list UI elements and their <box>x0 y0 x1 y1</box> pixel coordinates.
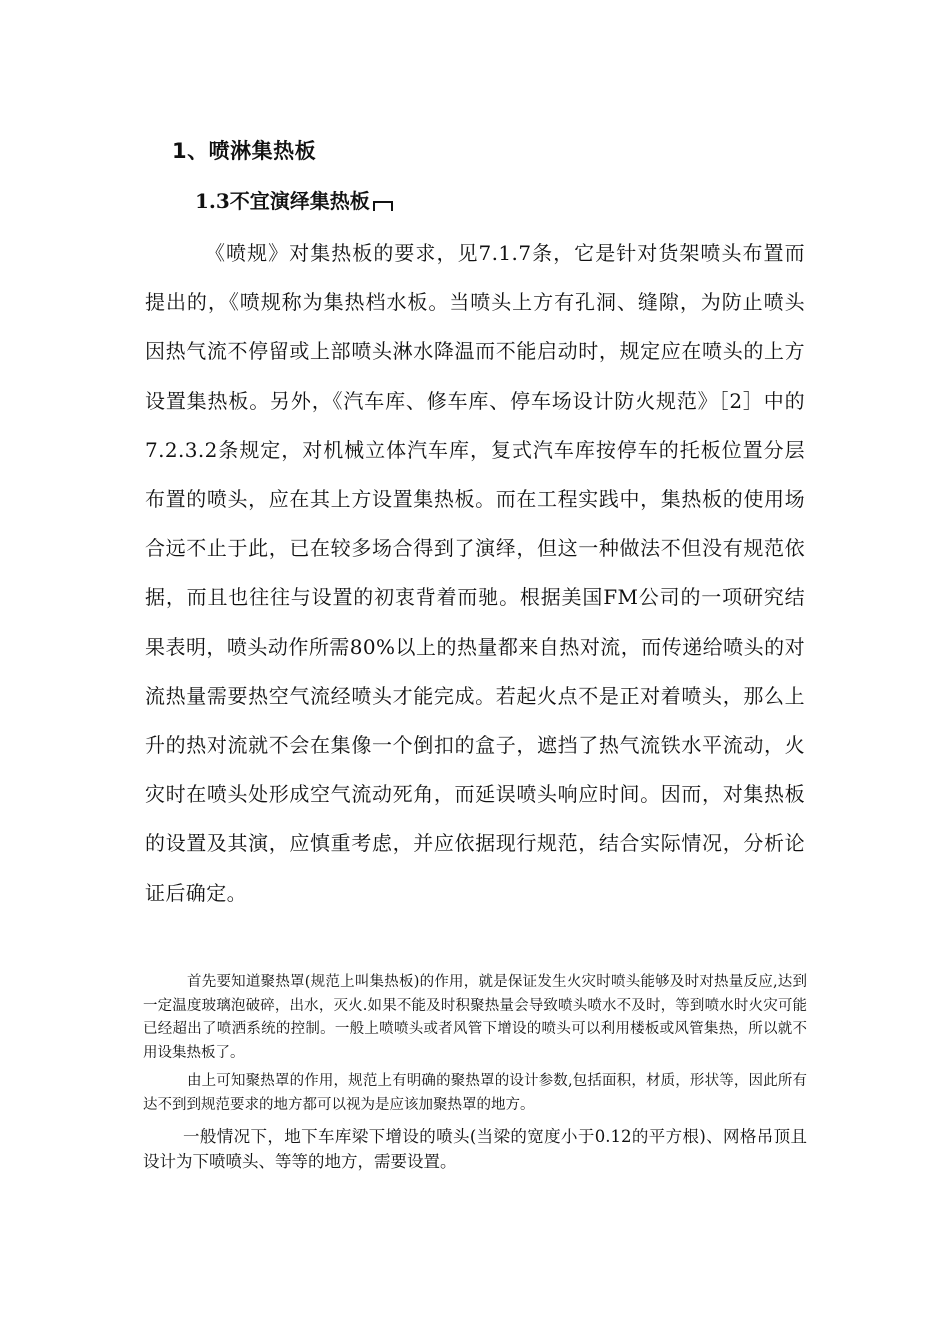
bracket-mark-icon <box>373 201 393 211</box>
body-paragraph-function: 首先要知道聚热罩(规范上叫集热板)的作用，就是保证发生火灾时喷头能够及时对热量反应,达到一定温度玻璃泡破碎，出水，灭火.如果不能及时积聚热量会导致喷头喷水不及时，等到喷水时火灾可能已经超出了喷洒系统的控制。一般上喷喷头或者风管下增设的喷头可以利用楼板或风管集热，所以就不用设集热板了。 <box>143 974 807 1061</box>
section-heading: 1、喷淋集热板 <box>172 139 317 163</box>
subsection-heading-text: 1.3不宜演绎集热板 <box>195 189 370 213</box>
body-paragraph-specification: 由上可知聚热罩的作用，规范上有明确的聚热罩的设计参数,包括面积，材质，形状等，因此所有达不到到规范要求的地方都可以视为是应该加聚热罩的地方。 <box>143 1073 807 1113</box>
body-paragraph-conditions: 一般情况下，地下车库梁下增设的喷头(当梁的宽度小于0.12的平方根)、网格吊顶且设计为下喷喷头、等等的地方，需要设置。 <box>143 1127 807 1171</box>
subsection-heading <box>195 185 393 217</box>
body-paragraph-main: 《喷规》对集热板的要求，见7.1.7条，它是针对货架喷头布置而提出的，《喷规称为集热档水板。当喷头上方有孔洞、缝隙，为防止喷头因热气流不停留或上部喷头淋水降温而不能启动时，规定应在喷头的上方设置集热板。另外，《汽车库、修车库、停车场设计防火规范》［2］中的7.2.3.2条规定，对机械立体汽车库，复式汽车库按停车的托板位置分层布置的喷头，应在其上方设置集热板。而在工程实践中，集热板的使用场合远不止于此，已在较多场合得到了演绎，但这一种做法不但没有规范依据，而且也往往与设置的初衷背着而驰。根据美国FM公司的一项研究结果表明，喷头动作所需80%以上的热量都来自热对流，而传递给喷头的对流热量需要热空气流经喷头才能完成。若起火点不是正对着喷头，那么上升的热对流就不会在集像一个倒扣的盒子，遮挡了热气流铁水平流动，火灾时在喷头处形成空气流动死角，而延误喷头响应时间。因而，对集热板的设置及其演，应慎重考虑，并应依据现行规范，结合实际情况，分析论证后确定。 <box>145 241 805 905</box>
